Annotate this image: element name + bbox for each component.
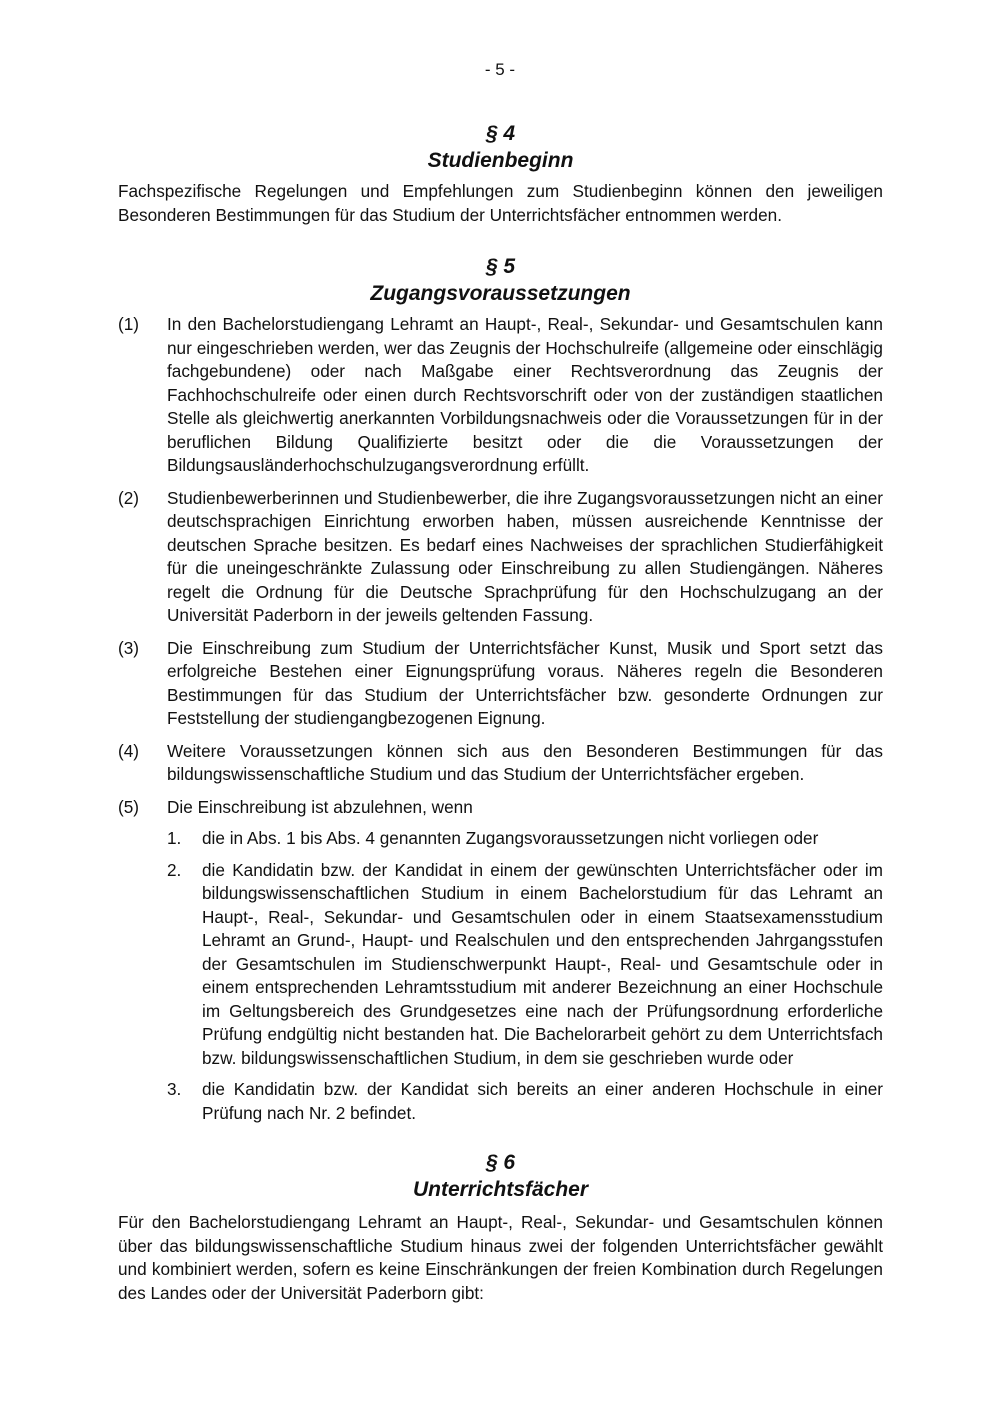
- section-5-item-4: [118, 740, 883, 787]
- item-label: (2): [118, 487, 140, 508]
- sub-item-3: [167, 1078, 883, 1125]
- page-number: - 5 -: [484, 60, 516, 79]
- section-5-heading: [118, 253, 883, 307]
- sub-item-text: die Kandidatin bzw. der Kandidat sich bereits an einer anderen Hochschule in einer Prüfung nach Nr. 2 befindet.: [202, 1079, 883, 1123]
- section-5-item-2: [118, 487, 883, 628]
- item-label: (3): [118, 637, 140, 658]
- section-5-item-5: [118, 796, 883, 1126]
- sub-item-text: die Kandidatin bzw. der Kandidat in einem der gewünschten Unterrichtsfächer oder im bildungswissenschaftlichen Studium in einem Bachelorstudium für das Lehramt an Haupt-, Real-, Sekundar- und Gesamtschulen oder in einem Staatsexamensstudium Lehramt an Grund-, Haupt- und Realschulen und den entsprechenden Jahrgangsstufen der Gesamtschulen im Studienschwerpunkt Haupt-, Real- und Gesamtschule oder in einem entsprechenden Lehramtsstudium mit anderer Bezeichnung an einer Hochschule im Geltungsbereich des Grundgesetzes eine nach der Prüfungsordnung erforderliche Prüfung endgültig nicht bestanden hat. Die Bachelorarbeit gehört zu dem Unterrichtsfach bzw. bildungswissenschaftlichen Studium, in dem sie geschrieben wurde oder: [202, 859, 883, 1068]
- section-6-heading: [118, 1149, 883, 1203]
- section-5-title: Zugangsvoraussetzungen: [370, 282, 631, 305]
- sub-item-label: 2.: [167, 859, 182, 880]
- section-5-number: § 5: [485, 255, 516, 278]
- item-text: Weitere Voraussetzungen können sich aus den Besonderen Bestimmungen für das bildungswissenschaftliche Studium und das Studium der Unterrichtsfächer ergeben.: [167, 740, 883, 784]
- sub-item-label: 3.: [167, 1079, 182, 1099]
- item-label: (4): [118, 740, 140, 761]
- sub-item-label: 1.: [167, 828, 182, 848]
- section-6-title: Unterrichtsfächer: [412, 1178, 589, 1201]
- section-4-title: Studienbeginn: [427, 149, 574, 172]
- item-5-sub-list: [167, 827, 883, 1125]
- item-label: (5): [118, 796, 140, 817]
- section-4-number: § 4: [485, 122, 516, 145]
- item-text: Die Einschreibung ist abzulehnen, wenn: [167, 796, 473, 817]
- section-4-heading: [118, 120, 883, 174]
- item-text: In den Bachelorstudiengang Lehramt an Haupt-, Real-, Sekundar- und Gesamtschulen kann nur eingeschrieben werden, wer das Zeugnis der Hochschulreife (allgemeine oder einschlägig fachgebundene) oder nach Maßgabe einer Rechtsverordnung das Zeugnis der Fachhochschulreife oder einen durch Rechtsvorschrift oder von der zuständigen staatlichen Stelle als gleichwertig anerkannten Vorbildungsnachweis oder die Voraussetzungen für in der beruflichen Bildung Qualifizierte besitzt oder die die Voraussetzungen der Bildungsausländerhochschulzugangsverordnung erfüllt.: [167, 314, 883, 475]
- sub-item-2: [167, 859, 883, 1071]
- item-text: Studienbewerberinnen und Studienbewerber, die ihre Zugangsvoraussetzungen nicht an einer deutschsprachigen Einrichtung erworben haben, müssen ausreichende Kenntnisse der deutschen Sprache besitzen. Es bedarf eines Nachweises der sprachlichen Studierfähigkeit für die uneingeschränkte Zulassung oder Einschreibung zu allen Studiengängen. Näheres regelt die Ordnung für die Deutsche Sprachprüfung für den Hochschulzugang an der Universität Paderborn in der jeweils geltenden Fassung.: [167, 487, 883, 625]
- section-4-body: Fachspezifische Regelungen und Empfehlungen zum Studienbeginn können den jeweiligen Besonderen Bestimmungen für das Studium der Unterrichtsfächer entnommen werden.: [118, 181, 883, 225]
- item-5-body: [167, 796, 883, 1126]
- item-label: (1): [118, 314, 140, 334]
- section-6-body: Für den Bachelorstudiengang Lehramt an Haupt-, Real-, Sekundar- und Gesamtschulen können über das bildungswissenschaftliche Studium hinaus zwei der folgenden Unterrichtsfächer gewählt und kombiniert werden, sofern es keine Einschränkungen der freien Kombination durch Regelungen des Landes oder der Universität Paderborn gibt:: [118, 1212, 883, 1303]
- document-content: [118, 120, 883, 1305]
- item-text: Die Einschreibung zum Studium der Unterrichtsfächer Kunst, Musik und Sport setzt das erfolgreiche Bestehen einer Eignungsprüfung voraus. Näheres regeln die Besonderen Bestimmungen für das Studium der Unterrichtsfächer bzw. gesonderte Ordnungen zur Feststellung der studiengangbezogenen Eignung.: [167, 637, 883, 728]
- section-5-list: [118, 313, 883, 1125]
- section-5-item-3: [118, 637, 883, 731]
- sub-item-text: die in Abs. 1 bis Abs. 4 genannten Zugangsvoraussetzungen nicht vorliegen oder: [202, 828, 819, 848]
- section-6-number: § 6: [485, 1151, 516, 1174]
- section-5-item-1: [118, 313, 883, 478]
- sub-item-1: [167, 827, 883, 851]
